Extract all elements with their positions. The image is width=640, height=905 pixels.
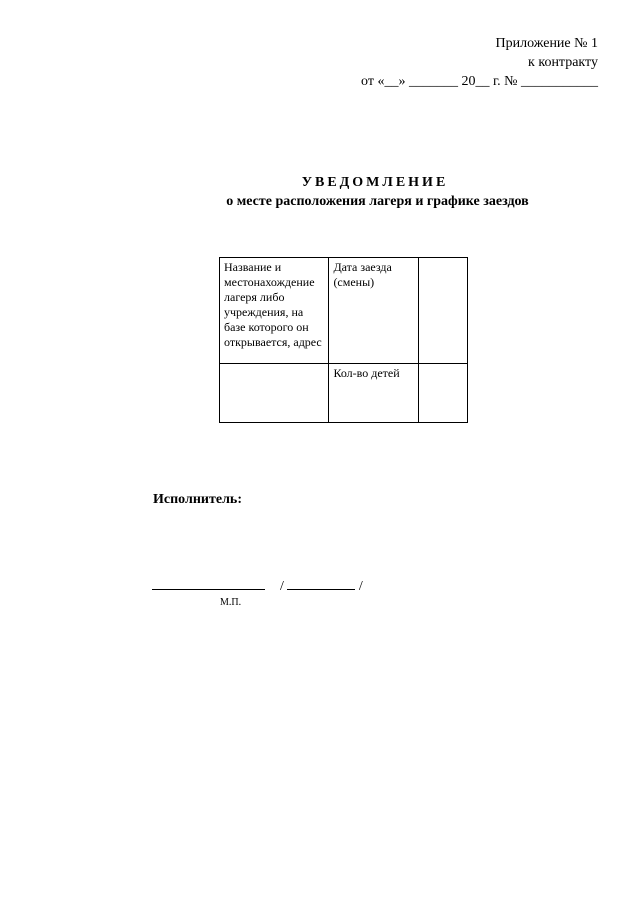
arrival-date-header-cell: Дата заезда (смены) <box>329 258 418 364</box>
table-row <box>220 364 468 423</box>
name-address-header-cell: Название и местонахождение лагеря либо учреждения, на базе которого он открывается, адрес <box>220 258 329 364</box>
stamp-label: М.П. <box>220 597 242 608</box>
signature-slash-left: / <box>280 579 284 594</box>
executor-label: Исполнитель: <box>153 492 242 507</box>
appendix-contract-ref: к контракту <box>528 55 598 70</box>
table-row <box>220 258 468 364</box>
notice-table <box>219 257 468 423</box>
appendix-contract-date: от «__» _______ 20__ г. № ___________ <box>361 74 598 89</box>
name-address-value-cell <box>220 364 329 423</box>
appendix-number: Приложение № 1 <box>495 36 598 51</box>
signature-slash-right: / <box>358 579 363 594</box>
children-count-header-cell: Кол-во детей <box>329 364 418 423</box>
document-title: УВЕДОМЛЕНИЕ <box>301 175 449 190</box>
children-count-value-cell <box>418 364 467 423</box>
appendix-header <box>361 34 598 91</box>
signature-line <box>152 575 363 595</box>
document-subtitle: о месте расположения лагеря и графике заездов <box>226 194 529 209</box>
arrival-date-value-cell <box>418 258 467 364</box>
signature-blank <box>152 575 265 590</box>
name-transcript-blank <box>287 575 355 590</box>
